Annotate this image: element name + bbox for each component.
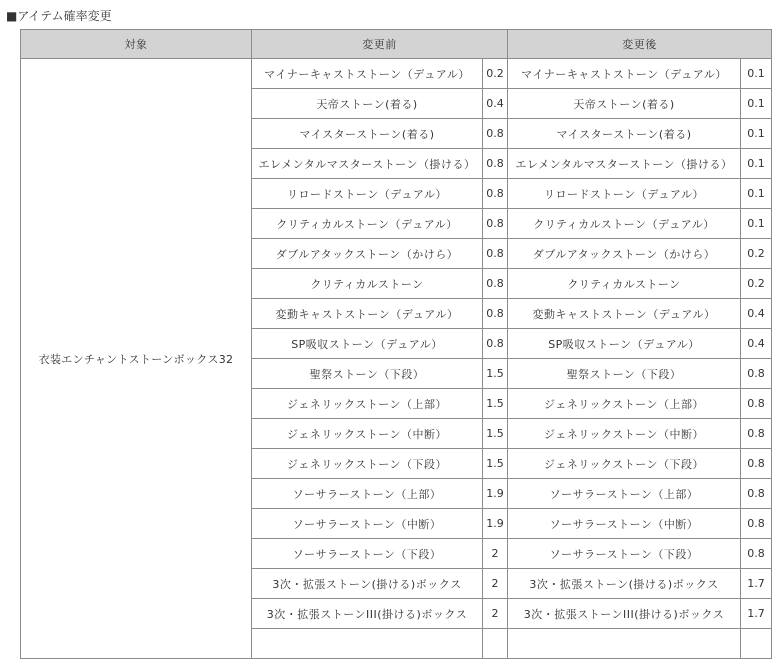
- before-name-cell: エレメンタルマスターストーン（掛ける）: [252, 149, 483, 179]
- before-value-cell: 1.9: [483, 479, 508, 509]
- after-value-cell: 0.4: [741, 329, 772, 359]
- before-value-cell: 0.8: [483, 179, 508, 209]
- after-name-cell: ジェネリックストーン（上部）: [508, 389, 741, 419]
- before-value-cell: 1.5: [483, 359, 508, 389]
- after-name-cell: ソーサラーストーン（中断）: [508, 509, 741, 539]
- column-header-after: 変更後: [508, 30, 772, 59]
- after-name-cell: エレメンタルマスターストーン（掛ける）: [508, 149, 741, 179]
- before-value-cell: 1.5: [483, 419, 508, 449]
- table-header-row: [21, 30, 772, 59]
- before-name-cell: ジェネリックストーン（上部）: [252, 389, 483, 419]
- column-header-target: 対象: [21, 30, 252, 59]
- after-value-cell: 0.1: [741, 59, 772, 89]
- after-value-cell: 0.1: [741, 89, 772, 119]
- before-value-cell: 0.8: [483, 239, 508, 269]
- after-name-cell: 天帝ストーン(着る): [508, 89, 741, 119]
- after-value-cell: [741, 629, 772, 659]
- before-name-cell: 3次・拡張ストーン(掛ける)ボックス: [252, 569, 483, 599]
- after-value-cell: 0.8: [741, 419, 772, 449]
- before-name-cell: SP吸収ストーン（デュアル）: [252, 329, 483, 359]
- before-value-cell: 2: [483, 569, 508, 599]
- after-value-cell: 1.7: [741, 569, 772, 599]
- before-name-cell: マイスターストーン(着る): [252, 119, 483, 149]
- before-name-cell: ソーサラーストーン（下段）: [252, 539, 483, 569]
- before-value-cell: 1.5: [483, 449, 508, 479]
- before-value-cell: [483, 629, 508, 659]
- after-value-cell: 0.8: [741, 509, 772, 539]
- table-row: [21, 59, 772, 89]
- before-name-cell: クリティカルストーン: [252, 269, 483, 299]
- before-value-cell: 0.8: [483, 299, 508, 329]
- before-name-cell: 3次・拡張ストーンIII(掛ける)ボックス: [252, 599, 483, 629]
- before-value-cell: 1.9: [483, 509, 508, 539]
- after-value-cell: 0.1: [741, 149, 772, 179]
- after-name-cell: クリティカルストーン: [508, 269, 741, 299]
- before-value-cell: 0.8: [483, 269, 508, 299]
- before-value-cell: 0.4: [483, 89, 508, 119]
- section-heading: ■アイテム確率変更: [6, 9, 112, 23]
- before-name-cell: マイナーキャストストーン（デュアル）: [252, 59, 483, 89]
- column-header-before: 変更前: [252, 30, 508, 59]
- after-value-cell: 0.4: [741, 299, 772, 329]
- after-name-cell: リロードストーン（デュアル）: [508, 179, 741, 209]
- after-name-cell: ソーサラーストーン（下段）: [508, 539, 741, 569]
- after-name-cell: [508, 629, 741, 659]
- after-name-cell: ダブルアタックストーン（かけら）: [508, 239, 741, 269]
- before-name-cell: [252, 629, 483, 659]
- after-name-cell: 3次・拡張ストーン(掛ける)ボックス: [508, 569, 741, 599]
- before-name-cell: リロードストーン（デュアル）: [252, 179, 483, 209]
- after-value-cell: 0.2: [741, 269, 772, 299]
- before-value-cell: 0.2: [483, 59, 508, 89]
- after-value-cell: 0.8: [741, 539, 772, 569]
- target-cell: 衣装エンチャントストーンボックス32: [21, 59, 252, 659]
- before-value-cell: 0.8: [483, 209, 508, 239]
- before-name-cell: クリティカルストーン（デュアル）: [252, 209, 483, 239]
- after-name-cell: ジェネリックストーン（下段）: [508, 449, 741, 479]
- after-value-cell: 0.2: [741, 239, 772, 269]
- after-name-cell: ジェネリックストーン（中断）: [508, 419, 741, 449]
- before-value-cell: 0.8: [483, 149, 508, 179]
- after-value-cell: 1.7: [741, 599, 772, 629]
- after-name-cell: クリティカルストーン（デュアル）: [508, 209, 741, 239]
- before-value-cell: 2: [483, 539, 508, 569]
- table-body: [21, 59, 772, 659]
- before-name-cell: ソーサラーストーン（上部）: [252, 479, 483, 509]
- before-name-cell: ジェネリックストーン（下段）: [252, 449, 483, 479]
- before-name-cell: 変動キャストストーン（デュアル）: [252, 299, 483, 329]
- after-value-cell: 0.1: [741, 119, 772, 149]
- after-name-cell: 変動キャストストーン（デュアル）: [508, 299, 741, 329]
- before-value-cell: 0.8: [483, 119, 508, 149]
- before-name-cell: 聖祭ストーン（下段）: [252, 359, 483, 389]
- before-value-cell: 0.8: [483, 329, 508, 359]
- after-value-cell: 0.8: [741, 449, 772, 479]
- after-value-cell: 0.1: [741, 179, 772, 209]
- before-value-cell: 2: [483, 599, 508, 629]
- before-name-cell: 天帝ストーン(着る): [252, 89, 483, 119]
- after-value-cell: 0.8: [741, 359, 772, 389]
- before-value-cell: 1.5: [483, 389, 508, 419]
- after-value-cell: 0.8: [741, 389, 772, 419]
- probability-change-table: [20, 29, 772, 659]
- after-name-cell: マイスターストーン(着る): [508, 119, 741, 149]
- after-name-cell: ソーサラーストーン（上部）: [508, 479, 741, 509]
- before-name-cell: ジェネリックストーン（中断）: [252, 419, 483, 449]
- after-name-cell: マイナーキャストストーン（デュアル）: [508, 59, 741, 89]
- before-name-cell: ソーサラーストーン（中断）: [252, 509, 483, 539]
- after-value-cell: 0.8: [741, 479, 772, 509]
- after-value-cell: 0.1: [741, 209, 772, 239]
- before-name-cell: ダブルアタックストーン（かけら）: [252, 239, 483, 269]
- after-name-cell: 3次・拡張ストーンIII(掛ける)ボックス: [508, 599, 741, 629]
- after-name-cell: SP吸収ストーン（デュアル）: [508, 329, 741, 359]
- after-name-cell: 聖祭ストーン（下段）: [508, 359, 741, 389]
